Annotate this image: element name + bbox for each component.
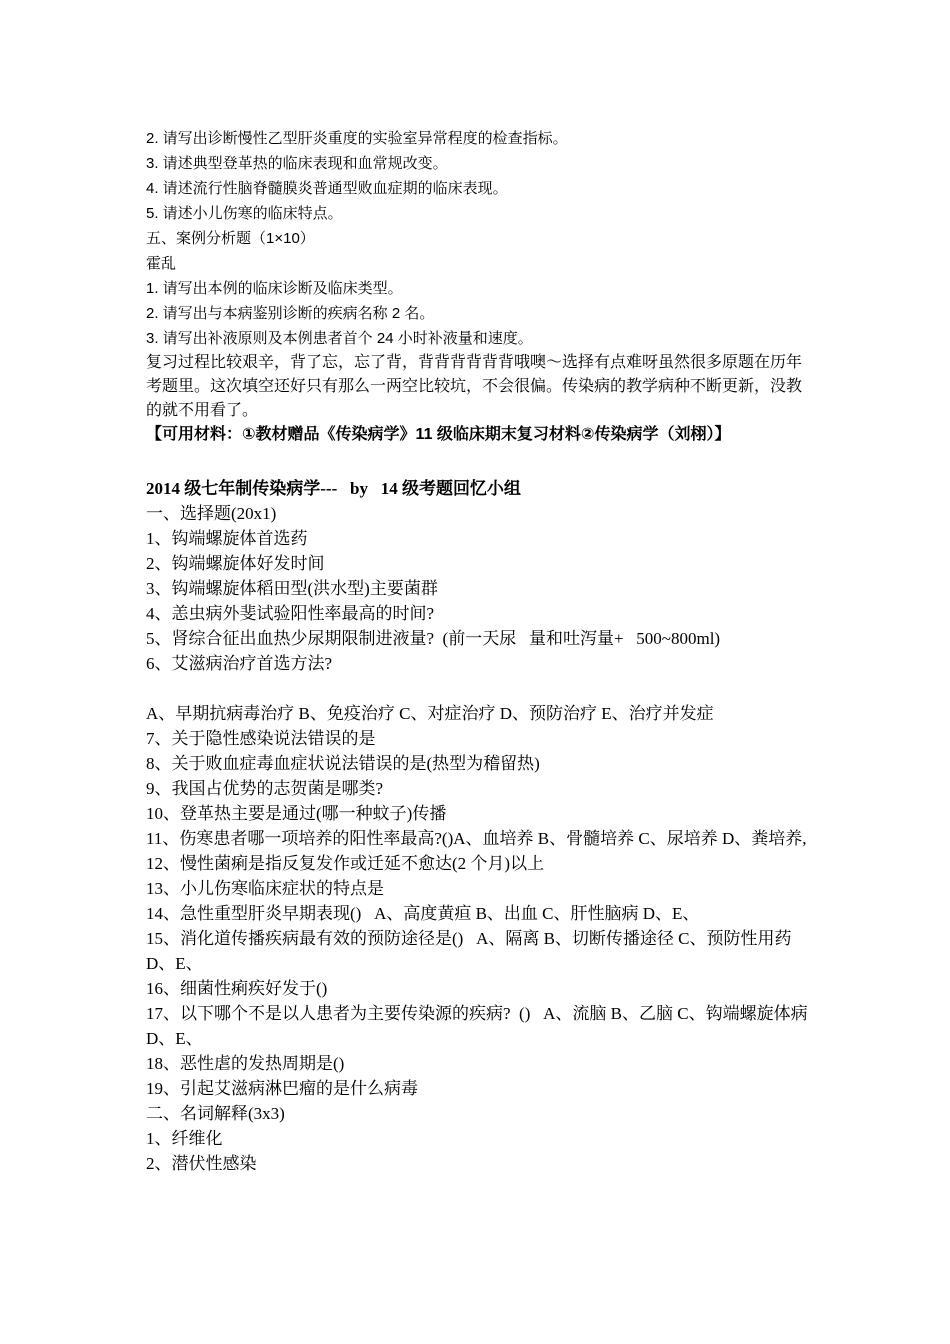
- question-line: 2. 请写出与本病鉴别诊断的疾病名称 2 名。: [146, 305, 435, 322]
- list-item: 18、恶性虐的发热周期是(): [146, 1054, 345, 1073]
- section-heading: 五、案例分析题（1×10）: [146, 230, 315, 247]
- list-item: 8、关于败血症毒血症状说法错误的是(热型为稽留热): [146, 754, 540, 773]
- list-item: 7、关于隐性感染说法错误的是: [146, 729, 376, 748]
- list-item: 15、消化道传播疾病最有效的预防途径是() A、隔离 B、切断传播途径 C、预防性用药 D、E、: [146, 929, 796, 973]
- list-item: 11、伤寒患者哪一项培养的阳性率最高?()A、血培养 B、骨髓培养 C、尿培养 D、粪培养,: [146, 829, 807, 848]
- list-item: 5、肾综合征出血热少尿期限制进液量? (前一天尿 量和吐泻量+ 500~800ml): [146, 629, 721, 648]
- list-item: 12、慢性菌痢是指反复发作或迁延不愈达(2 个月)以上: [146, 854, 545, 873]
- review-note: [146, 351, 816, 447]
- section1-questions: [146, 126, 816, 351]
- section-heading: 二、名词解释(3x3): [146, 1104, 285, 1123]
- list-item: 2、潜伏性感染: [146, 1154, 257, 1173]
- list-item: 3、钩端螺旋体稻田型(洪水型)主要菌群: [146, 579, 438, 598]
- list-item: 10、登革热主要是通过(哪一种蚊子)传播: [146, 804, 447, 823]
- materials-note: 【可用材料：①教材赠品《传染病学》11 级临床期末复习材料②传染病学（刘栩）】: [146, 426, 731, 443]
- list-item: 16、细菌性痢疾好发于(): [146, 979, 328, 998]
- list-item: 9、我国占优势的志贺菌是哪类?: [146, 779, 384, 798]
- question-line: 1. 请写出本例的临床诊断及临床类型。: [146, 280, 403, 297]
- question-line: 5. 请述小儿伤寒的临床特点。: [146, 205, 343, 222]
- question-line: 3. 请述典型登革热的临床表现和血常规改变。: [146, 155, 448, 172]
- list-item: 6、艾滋病治疗首选方法?: [146, 654, 333, 673]
- section2: [146, 476, 816, 1176]
- list-item: 一、选择题(20x1): [146, 504, 277, 523]
- review-note-text: 复习过程比较艰辛，背了忘，忘了背，背背背背背背哦噢～选择有点难呀虽然很多原题在历年考题里。这次填空还好只有那么一两空比较坑，不会很偏。传染病的教学病种不断更新，没教的就不用看了。: [146, 354, 803, 419]
- blank-line: [146, 676, 816, 701]
- list-item: 19、引起艾滋病淋巴瘤的是什么病毒: [146, 1079, 418, 1098]
- list-item: A、早期抗病毒治疗 B、免疫治疗 C、对症治疗 D、预防治疗 E、治疗并发症: [146, 704, 714, 723]
- list-item: 2、钩端螺旋体好发时间: [146, 554, 325, 573]
- list-item: 17、以下哪个不是以人患者为主要传染源的疾病? () A、流脑 B、乙脑 C、钩端螺旋体病 D、E、: [146, 1004, 812, 1048]
- list-item: 14、急性重型肝炎早期表现() A、高度黄疸 B、出血 C、肝性脑病 D、E、: [146, 904, 700, 923]
- question-line: 3. 请写出补液原则及本例患者首个 24 小时补液量和速度。: [146, 330, 533, 347]
- list-item: 1、钩端螺旋体首选药: [146, 529, 308, 548]
- case-title: 霍乱: [146, 255, 177, 272]
- question-line: 2. 请写出诊断慢性乙型肝炎重度的实验室异常程度的检查指标。: [146, 130, 568, 147]
- list-item: 4、恙虫病外斐试验阳性率最高的时间?: [146, 604, 435, 623]
- question-line: 4. 请述流行性脑脊髓膜炎普通型败血症期的临床表现。: [146, 180, 508, 197]
- list-item: 1、纤维化: [146, 1129, 223, 1148]
- list-item: 13、小儿伤寒临床症状的特点是: [146, 879, 384, 898]
- exam-title: 2014 级七年制传染病学--- by 14 级考题回忆小组: [146, 479, 521, 498]
